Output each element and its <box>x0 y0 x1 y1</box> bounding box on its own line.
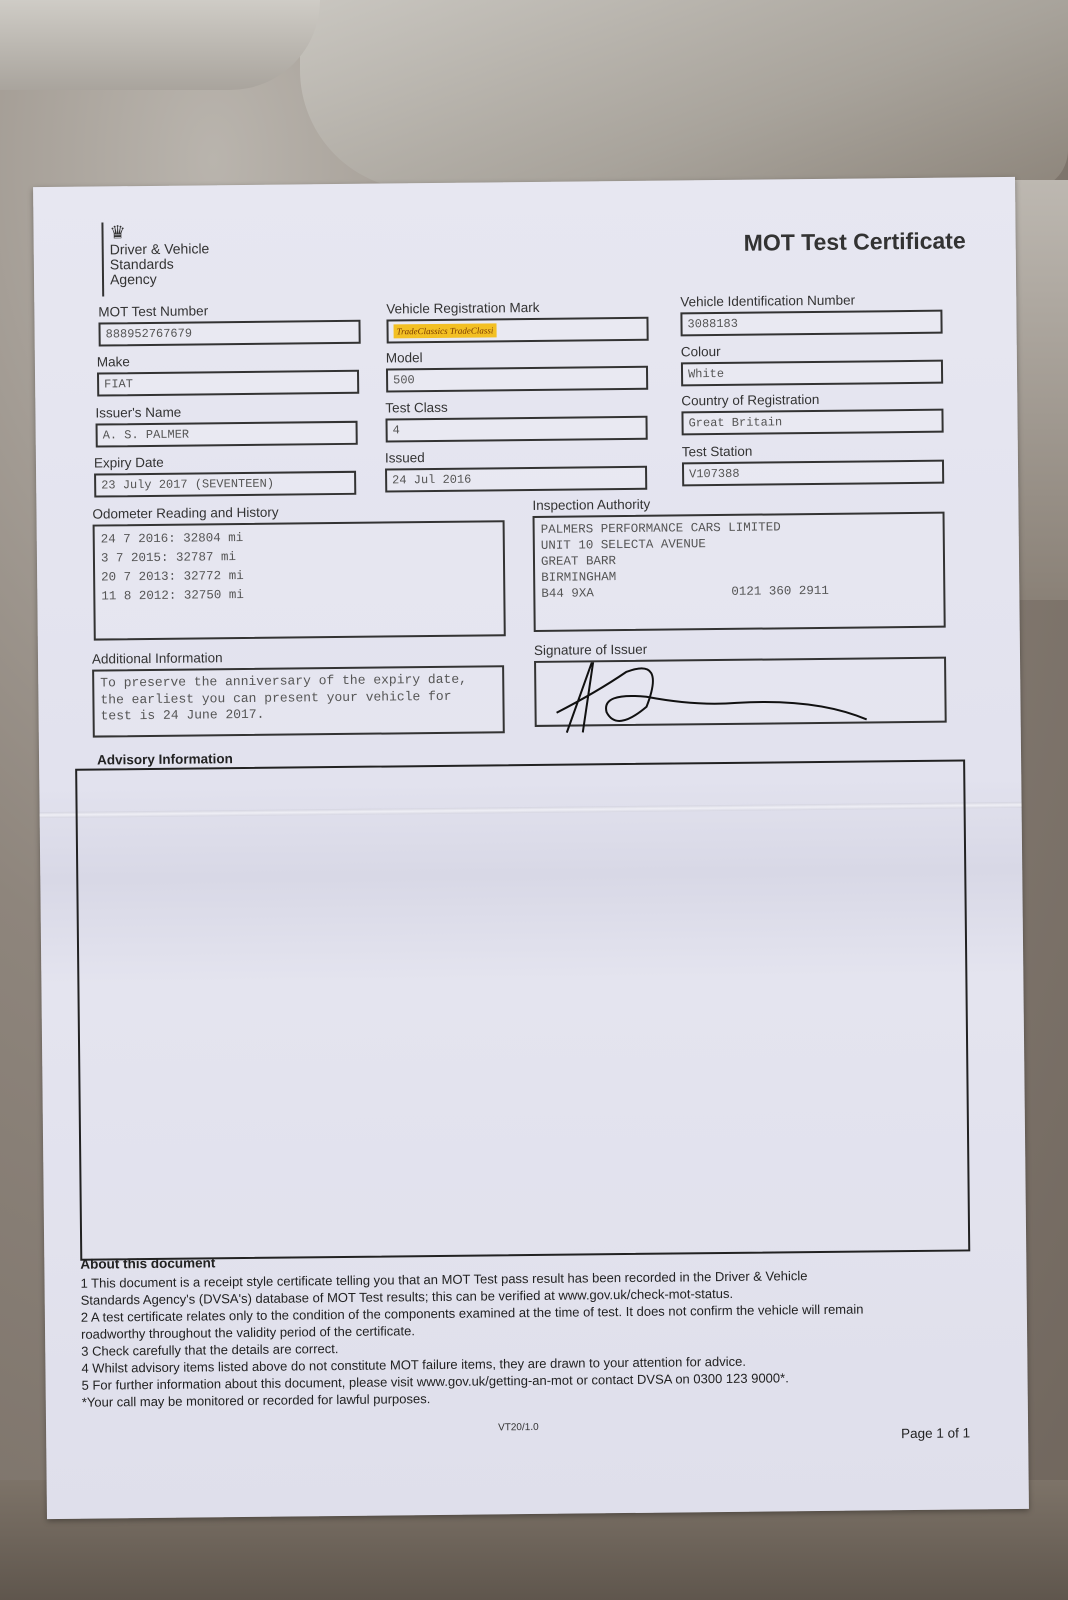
inspection-authority-section <box>532 494 945 632</box>
field-value: 23 July 2017 (SEVENTEEN) <box>94 471 356 498</box>
field-value: 24 Jul 2016 <box>385 466 647 493</box>
form-code: VT20/1.0 <box>498 1421 539 1434</box>
field-vehicle-registration-mark <box>386 299 648 344</box>
field-expiry-date <box>94 453 356 498</box>
phone-number: 0121 360 2911 <box>731 583 829 599</box>
field-value: Great Britain <box>681 409 943 436</box>
advisory-box <box>75 759 970 1260</box>
field-value: V107388 <box>682 460 944 487</box>
field-make <box>97 352 359 397</box>
address-line: PALMERS PERFORMANCE CARS LIMITED <box>540 520 781 537</box>
advisory-label: Advisory Information <box>96 751 233 768</box>
field-label: Vehicle Identification Number <box>680 292 856 310</box>
field-value: 888952767679 <box>98 320 360 347</box>
field-label: Colour <box>680 343 721 360</box>
odometer-section <box>92 502 505 640</box>
background-wall <box>300 0 1068 190</box>
field-label: Make <box>96 354 130 370</box>
field-mot-test-number <box>98 302 360 347</box>
field-value: 3088183 <box>680 310 942 337</box>
additional-information-section <box>92 647 505 737</box>
about-line: 2 A test certificate relates only to the condition of the components examined at the time of test. It does not confirm the vehicle will remain <box>80 1301 864 1325</box>
field-value: A. S. PALMER <box>96 421 358 448</box>
odometer-entry: 24 7 2016: 32804 mi <box>100 530 244 547</box>
additional-line: test is 24 June 2017. <box>100 706 265 724</box>
about-line: 5 For further information about this document, please visit www.gov.uk/getting-an-mot or contact DVSA on 0300 123 9000*. <box>81 1370 789 1393</box>
about-section <box>80 1247 982 1411</box>
field-label: Test Station <box>681 443 753 460</box>
field-vin <box>680 292 942 337</box>
field-test-station <box>682 442 944 487</box>
agency-name-line: Driver & Vehicle <box>109 240 210 258</box>
agency-name-line: Agency <box>109 270 157 288</box>
postcode: B44 9XA <box>541 586 594 601</box>
odometer-entry: 11 8 2012: 32750 mi <box>101 587 244 604</box>
signature-label: Signature of Issuer <box>533 641 648 658</box>
dvsa-logo <box>101 221 209 296</box>
field-issuers-name <box>95 403 357 448</box>
odometer-entry: 3 7 2015: 32787 mi <box>100 550 237 566</box>
field-value: FIAT <box>97 370 359 397</box>
address-line-postcode <box>541 582 937 602</box>
field-label: Expiry Date <box>93 454 164 471</box>
signature-section <box>534 639 947 727</box>
additional-information-box <box>92 665 505 737</box>
odometer-entry: 20 7 2013: 32772 mi <box>101 568 244 585</box>
field-colour <box>681 342 943 387</box>
about-title: About this document <box>80 1255 216 1272</box>
field-value-box <box>386 317 648 344</box>
inspection-authority-box <box>533 512 946 632</box>
inspection-authority-label: Inspection Authority <box>532 496 651 513</box>
odometer-box <box>93 520 506 640</box>
field-model <box>386 348 648 393</box>
about-line: *Your call may be monitored or recorded for lawful purposes. <box>81 1391 431 1410</box>
field-label: Model <box>385 350 423 366</box>
address-line: GREAT BARR <box>540 554 617 569</box>
field-label: Issuer's Name <box>95 404 182 421</box>
background-wall <box>0 0 320 90</box>
about-line: 4 Whilst advisory items listed above do not constitute MOT failure items, they are drawn to your attention for advice. <box>81 1353 746 1376</box>
registration-sticker: TradeClassics TradeClassi <box>394 323 497 338</box>
address-line: BIRMINGHAM <box>541 570 617 585</box>
mot-certificate <box>33 177 1029 1519</box>
signature-box <box>534 657 947 727</box>
additional-information-label: Additional Information <box>91 650 223 667</box>
field-value: White <box>681 360 943 387</box>
field-country-of-registration <box>681 391 943 436</box>
address-line: UNIT 10 SELECTA AVENUE <box>540 537 706 553</box>
field-test-class <box>385 398 647 443</box>
agency-name-line: Standards <box>109 255 174 273</box>
field-label: Test Class <box>385 399 448 416</box>
about-line: roadworthy throughout the validity period of the certificate. <box>80 1323 415 1342</box>
about-line: 1 This document is a receipt style certificate telling you that an MOT Test pass result has been recorded in the Driver & Vehicle <box>80 1268 808 1291</box>
document-title: MOT Test Certificate <box>743 227 966 256</box>
additional-line: the earliest you can present your vehicle for <box>100 688 452 708</box>
field-issued <box>385 448 647 493</box>
field-label: MOT Test Number <box>98 303 209 320</box>
field-value: 500 <box>386 366 648 393</box>
about-line: 3 Check carefully that the details are correct. <box>81 1341 339 1359</box>
page-number: Page 1 of 1 <box>901 1425 971 1442</box>
field-value: 4 <box>385 416 647 443</box>
additional-line: To preserve the anniversary of the expiry date, <box>100 671 467 691</box>
field-label: Issued <box>384 450 425 466</box>
field-label: Country of Registration <box>681 391 820 409</box>
odometer-label: Odometer Reading and History <box>92 504 279 522</box>
issuer-signature-icon <box>536 659 949 737</box>
about-line: Standards Agency's (DVSA's) database of MOT Test results; this can be verified at www.gov.uk/check-mot-status. <box>80 1285 734 1308</box>
field-label: Vehicle Registration Mark <box>386 299 540 317</box>
crest-icon: ♛ <box>109 222 126 243</box>
